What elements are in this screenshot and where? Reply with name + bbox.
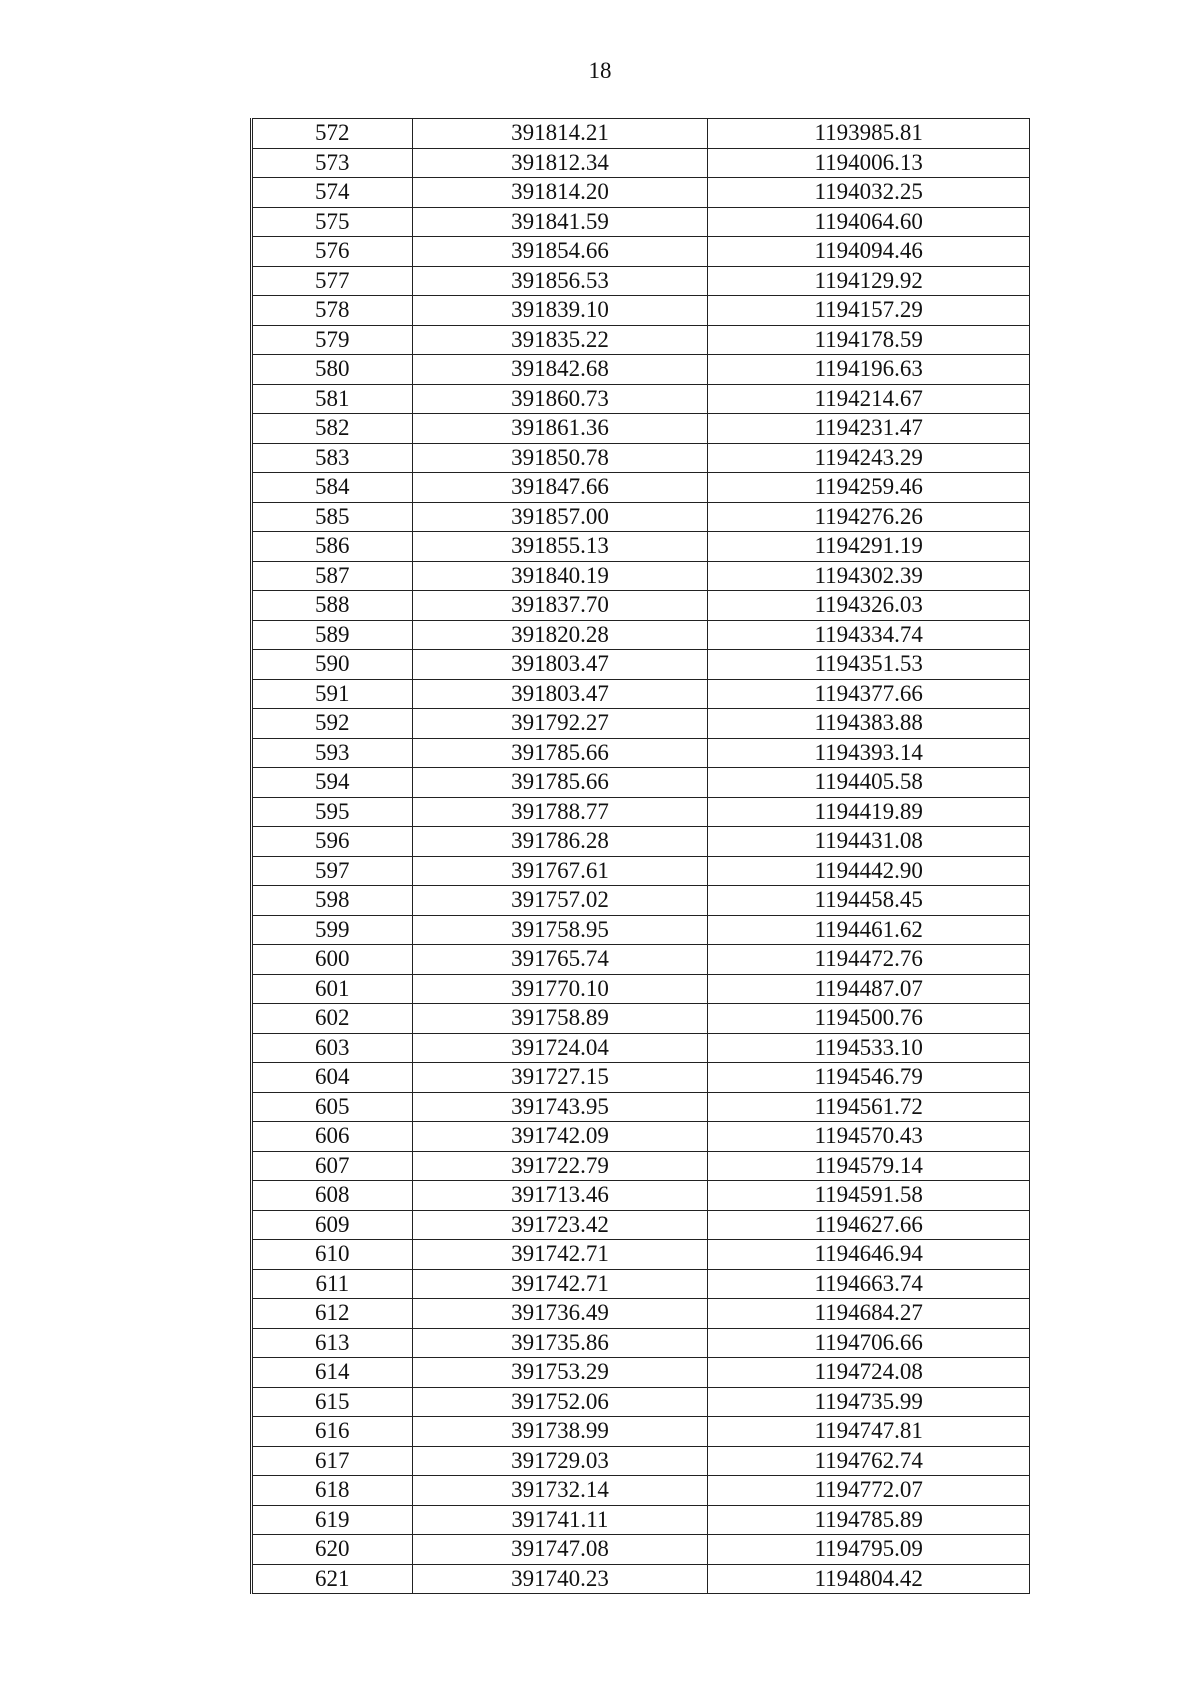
x-coordinate-cell: 391841.59 xyxy=(412,207,708,237)
page-number: 18 xyxy=(588,58,612,83)
x-coordinate-cell: 391741.11 xyxy=(412,1505,708,1535)
y-coordinate-cell: 1194442.90 xyxy=(708,856,1030,886)
point-number-cell: 587 xyxy=(252,561,413,591)
x-coordinate-cell: 391842.68 xyxy=(412,355,708,385)
point-number-cell: 600 xyxy=(252,945,413,975)
x-coordinate-cell: 391788.77 xyxy=(412,797,708,827)
table-row xyxy=(252,1564,1030,1594)
y-coordinate-cell: 1194393.14 xyxy=(708,738,1030,768)
table-row xyxy=(252,1299,1030,1329)
point-number-cell: 610 xyxy=(252,1240,413,1270)
x-coordinate-cell: 391860.73 xyxy=(412,384,708,414)
y-coordinate-cell: 1194419.89 xyxy=(708,797,1030,827)
point-number-cell: 613 xyxy=(252,1328,413,1358)
y-coordinate-cell: 1194533.10 xyxy=(708,1033,1030,1063)
x-coordinate-cell: 391758.95 xyxy=(412,915,708,945)
table-row xyxy=(252,797,1030,827)
point-number-cell: 611 xyxy=(252,1269,413,1299)
x-coordinate-cell: 391814.20 xyxy=(412,178,708,208)
point-number-cell: 578 xyxy=(252,296,413,326)
x-coordinate-cell: 391835.22 xyxy=(412,325,708,355)
table-row xyxy=(252,1476,1030,1506)
x-coordinate-cell: 391770.10 xyxy=(412,974,708,1004)
table-row xyxy=(252,974,1030,1004)
table-row xyxy=(252,207,1030,237)
x-coordinate-cell: 391753.29 xyxy=(412,1358,708,1388)
coordinates-table-body xyxy=(252,119,1030,1594)
x-coordinate-cell: 391740.23 xyxy=(412,1564,708,1594)
point-number-cell: 590 xyxy=(252,650,413,680)
y-coordinate-cell: 1194804.42 xyxy=(708,1564,1030,1594)
y-coordinate-cell: 1194487.07 xyxy=(708,974,1030,1004)
y-coordinate-cell: 1194785.89 xyxy=(708,1505,1030,1535)
point-number-cell: 599 xyxy=(252,915,413,945)
y-coordinate-cell: 1194706.66 xyxy=(708,1328,1030,1358)
y-coordinate-cell: 1194064.60 xyxy=(708,207,1030,237)
table-row xyxy=(252,1181,1030,1211)
x-coordinate-cell: 391861.36 xyxy=(412,414,708,444)
y-coordinate-cell: 1194772.07 xyxy=(708,1476,1030,1506)
point-number-cell: 584 xyxy=(252,473,413,503)
x-coordinate-cell: 391837.70 xyxy=(412,591,708,621)
x-coordinate-cell: 391814.21 xyxy=(412,119,708,149)
y-coordinate-cell: 1194006.13 xyxy=(708,148,1030,178)
point-number-cell: 619 xyxy=(252,1505,413,1535)
x-coordinate-cell: 391743.95 xyxy=(412,1092,708,1122)
table-row xyxy=(252,296,1030,326)
table-row xyxy=(252,148,1030,178)
table-row xyxy=(252,1387,1030,1417)
table-row xyxy=(252,1358,1030,1388)
y-coordinate-cell: 1194747.81 xyxy=(708,1417,1030,1447)
x-coordinate-cell: 391820.28 xyxy=(412,620,708,650)
y-coordinate-cell: 1194461.62 xyxy=(708,915,1030,945)
point-number-cell: 615 xyxy=(252,1387,413,1417)
table-row xyxy=(252,237,1030,267)
table-row xyxy=(252,414,1030,444)
y-coordinate-cell: 1194405.58 xyxy=(708,768,1030,798)
table-row xyxy=(252,1004,1030,1034)
point-number-cell: 586 xyxy=(252,532,413,562)
x-coordinate-cell: 391850.78 xyxy=(412,443,708,473)
x-coordinate-cell: 391803.47 xyxy=(412,650,708,680)
point-number-cell: 580 xyxy=(252,355,413,385)
y-coordinate-cell: 1194663.74 xyxy=(708,1269,1030,1299)
y-coordinate-cell: 1194129.92 xyxy=(708,266,1030,296)
point-number-cell: 614 xyxy=(252,1358,413,1388)
point-number-cell: 593 xyxy=(252,738,413,768)
table-row xyxy=(252,1210,1030,1240)
table-row xyxy=(252,502,1030,532)
y-coordinate-cell: 1194591.58 xyxy=(708,1181,1030,1211)
x-coordinate-cell: 391840.19 xyxy=(412,561,708,591)
y-coordinate-cell: 1194326.03 xyxy=(708,591,1030,621)
x-coordinate-cell: 391735.86 xyxy=(412,1328,708,1358)
table-row xyxy=(252,1092,1030,1122)
table-row xyxy=(252,827,1030,857)
coordinates-table xyxy=(250,118,1030,1594)
table-row xyxy=(252,650,1030,680)
x-coordinate-cell: 391724.04 xyxy=(412,1033,708,1063)
table-row xyxy=(252,1535,1030,1565)
y-coordinate-cell: 1194351.53 xyxy=(708,650,1030,680)
x-coordinate-cell: 391765.74 xyxy=(412,945,708,975)
point-number-cell: 608 xyxy=(252,1181,413,1211)
point-number-cell: 588 xyxy=(252,591,413,621)
point-number-cell: 592 xyxy=(252,709,413,739)
x-coordinate-cell: 391742.71 xyxy=(412,1240,708,1270)
table-row xyxy=(252,355,1030,385)
x-coordinate-cell: 391785.66 xyxy=(412,768,708,798)
point-number-cell: 585 xyxy=(252,502,413,532)
y-coordinate-cell: 1194276.26 xyxy=(708,502,1030,532)
y-coordinate-cell: 1194724.08 xyxy=(708,1358,1030,1388)
y-coordinate-cell: 1194259.46 xyxy=(708,473,1030,503)
point-number-cell: 583 xyxy=(252,443,413,473)
y-coordinate-cell: 1194579.14 xyxy=(708,1151,1030,1181)
y-coordinate-cell: 1194157.29 xyxy=(708,296,1030,326)
table-row xyxy=(252,591,1030,621)
x-coordinate-cell: 391732.14 xyxy=(412,1476,708,1506)
point-number-cell: 618 xyxy=(252,1476,413,1506)
x-coordinate-cell: 391803.47 xyxy=(412,679,708,709)
table-row xyxy=(252,1122,1030,1152)
y-coordinate-cell: 1194735.99 xyxy=(708,1387,1030,1417)
x-coordinate-cell: 391723.42 xyxy=(412,1210,708,1240)
point-number-cell: 589 xyxy=(252,620,413,650)
point-number-cell: 609 xyxy=(252,1210,413,1240)
y-coordinate-cell: 1194094.46 xyxy=(708,237,1030,267)
y-coordinate-cell: 1194214.67 xyxy=(708,384,1030,414)
point-number-cell: 598 xyxy=(252,886,413,916)
y-coordinate-cell: 1194032.25 xyxy=(708,178,1030,208)
table-row xyxy=(252,620,1030,650)
x-coordinate-cell: 391785.66 xyxy=(412,738,708,768)
table-row xyxy=(252,709,1030,739)
table-row xyxy=(252,738,1030,768)
x-coordinate-cell: 391792.27 xyxy=(412,709,708,739)
point-number-cell: 577 xyxy=(252,266,413,296)
y-coordinate-cell: 1194570.43 xyxy=(708,1122,1030,1152)
point-number-cell: 605 xyxy=(252,1092,413,1122)
point-number-cell: 579 xyxy=(252,325,413,355)
point-number-cell: 604 xyxy=(252,1063,413,1093)
x-coordinate-cell: 391812.34 xyxy=(412,148,708,178)
point-number-cell: 582 xyxy=(252,414,413,444)
table-row xyxy=(252,915,1030,945)
table-row xyxy=(252,1151,1030,1181)
y-coordinate-cell: 1194302.39 xyxy=(708,561,1030,591)
point-number-cell: 573 xyxy=(252,148,413,178)
x-coordinate-cell: 391758.89 xyxy=(412,1004,708,1034)
table-row xyxy=(252,1446,1030,1476)
y-coordinate-cell: 1194646.94 xyxy=(708,1240,1030,1270)
x-coordinate-cell: 391752.06 xyxy=(412,1387,708,1417)
x-coordinate-cell: 391713.46 xyxy=(412,1181,708,1211)
x-coordinate-cell: 391757.02 xyxy=(412,886,708,916)
point-number-cell: 581 xyxy=(252,384,413,414)
x-coordinate-cell: 391854.66 xyxy=(412,237,708,267)
table-row xyxy=(252,1033,1030,1063)
table-row xyxy=(252,473,1030,503)
point-number-cell: 620 xyxy=(252,1535,413,1565)
point-number-cell: 617 xyxy=(252,1446,413,1476)
x-coordinate-cell: 391729.03 xyxy=(412,1446,708,1476)
table-row xyxy=(252,945,1030,975)
y-coordinate-cell: 1194243.29 xyxy=(708,443,1030,473)
table-row xyxy=(252,325,1030,355)
x-coordinate-cell: 391839.10 xyxy=(412,296,708,326)
y-coordinate-cell: 1194334.74 xyxy=(708,620,1030,650)
y-coordinate-cell: 1194383.88 xyxy=(708,709,1030,739)
y-coordinate-cell: 1193985.81 xyxy=(708,119,1030,149)
x-coordinate-cell: 391722.79 xyxy=(412,1151,708,1181)
y-coordinate-cell: 1194196.63 xyxy=(708,355,1030,385)
y-coordinate-cell: 1194231.47 xyxy=(708,414,1030,444)
y-coordinate-cell: 1194291.19 xyxy=(708,532,1030,562)
table-row xyxy=(252,1063,1030,1093)
y-coordinate-cell: 1194178.59 xyxy=(708,325,1030,355)
x-coordinate-cell: 391742.09 xyxy=(412,1122,708,1152)
table-row xyxy=(252,532,1030,562)
x-coordinate-cell: 391742.71 xyxy=(412,1269,708,1299)
table-row xyxy=(252,266,1030,296)
x-coordinate-cell: 391856.53 xyxy=(412,266,708,296)
table-row xyxy=(252,768,1030,798)
x-coordinate-cell: 391847.66 xyxy=(412,473,708,503)
point-number-cell: 621 xyxy=(252,1564,413,1594)
point-number-cell: 602 xyxy=(252,1004,413,1034)
y-coordinate-cell: 1194377.66 xyxy=(708,679,1030,709)
y-coordinate-cell: 1194762.74 xyxy=(708,1446,1030,1476)
x-coordinate-cell: 391786.28 xyxy=(412,827,708,857)
table-row xyxy=(252,384,1030,414)
point-number-cell: 612 xyxy=(252,1299,413,1329)
point-number-cell: 594 xyxy=(252,768,413,798)
y-coordinate-cell: 1194684.27 xyxy=(708,1299,1030,1329)
point-number-cell: 591 xyxy=(252,679,413,709)
point-number-cell: 606 xyxy=(252,1122,413,1152)
y-coordinate-cell: 1194431.08 xyxy=(708,827,1030,857)
point-number-cell: 607 xyxy=(252,1151,413,1181)
y-coordinate-cell: 1194627.66 xyxy=(708,1210,1030,1240)
x-coordinate-cell: 391738.99 xyxy=(412,1417,708,1447)
point-number-cell: 597 xyxy=(252,856,413,886)
table-row xyxy=(252,856,1030,886)
point-number-cell: 603 xyxy=(252,1033,413,1063)
x-coordinate-cell: 391857.00 xyxy=(412,502,708,532)
table-row xyxy=(252,1328,1030,1358)
table-row xyxy=(252,1417,1030,1447)
table-row xyxy=(252,886,1030,916)
y-coordinate-cell: 1194546.79 xyxy=(708,1063,1030,1093)
x-coordinate-cell: 391767.61 xyxy=(412,856,708,886)
table-row xyxy=(252,679,1030,709)
y-coordinate-cell: 1194561.72 xyxy=(708,1092,1030,1122)
point-number-cell: 576 xyxy=(252,237,413,267)
x-coordinate-cell: 391747.08 xyxy=(412,1535,708,1565)
x-coordinate-cell: 391727.15 xyxy=(412,1063,708,1093)
y-coordinate-cell: 1194472.76 xyxy=(708,945,1030,975)
y-coordinate-cell: 1194500.76 xyxy=(708,1004,1030,1034)
table-row xyxy=(252,443,1030,473)
y-coordinate-cell: 1194795.09 xyxy=(708,1535,1030,1565)
point-number-cell: 616 xyxy=(252,1417,413,1447)
x-coordinate-cell: 391736.49 xyxy=(412,1299,708,1329)
table-row xyxy=(252,119,1030,149)
table-row xyxy=(252,1269,1030,1299)
point-number-cell: 596 xyxy=(252,827,413,857)
table-row xyxy=(252,178,1030,208)
point-number-cell: 601 xyxy=(252,974,413,1004)
point-number-cell: 574 xyxy=(252,178,413,208)
point-number-cell: 575 xyxy=(252,207,413,237)
point-number-cell: 572 xyxy=(252,119,413,149)
table-row xyxy=(252,1505,1030,1535)
table-row xyxy=(252,1240,1030,1270)
table-row xyxy=(252,561,1030,591)
point-number-cell: 595 xyxy=(252,797,413,827)
y-coordinate-cell: 1194458.45 xyxy=(708,886,1030,916)
x-coordinate-cell: 391855.13 xyxy=(412,532,708,562)
